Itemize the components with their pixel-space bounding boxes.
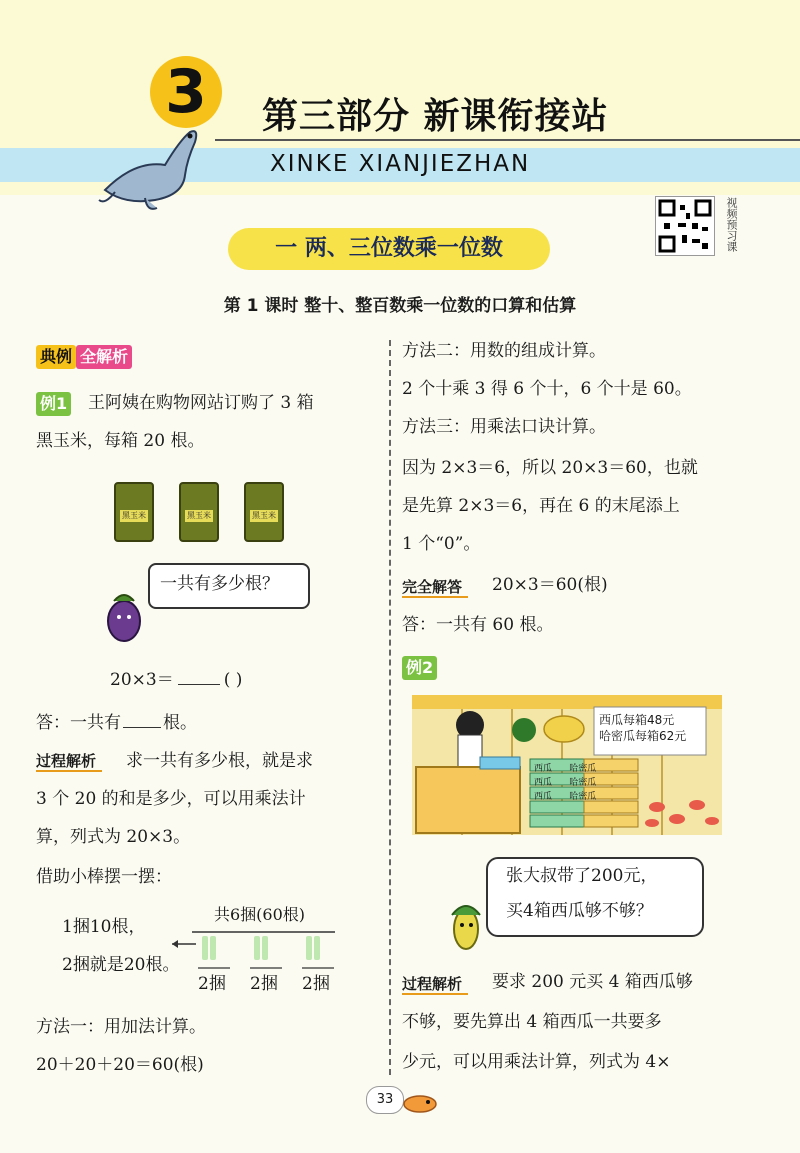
corn-bag: 黑玉米 [179,482,219,542]
qr-code[interactable] [655,196,715,256]
unit-title: 一 两、三位数乘一位数 [275,236,503,261]
eq1: 20×3＝ ( ) [110,661,242,699]
example2-badge-wrap [402,656,437,680]
full-answer-tag: 完全解答 [402,576,468,597]
full-ans: 答：一共有 60 根。 [402,615,554,635]
bundle-group-label: 2捆 [302,974,330,994]
section-badge [36,345,132,369]
box-labels: 西瓜 哈密瓜 西瓜 哈密瓜 西瓜 哈密瓜 [534,764,597,802]
method1: 方法一：用加法计算。 [36,1017,206,1037]
column-divider [389,340,391,1075]
qr-caption: 视频预习课 [725,197,738,252]
sticks-intro: 借助小棒摆一摆： [36,867,172,887]
fish-icon [400,1092,442,1116]
bundle-line1: 1捆10根， [62,917,146,937]
proc-right-line3: 少元，可以用乘法计算，列式为 4× [402,1052,671,1072]
lesson-subtitle: 第 1 课时 整十、整百数乘一位数的口算和估算 [223,296,577,316]
price-line1: 西瓜每箱48元 [599,713,675,727]
process-tag-left: 过程解析 [36,750,102,771]
proc-right-line2: 不够，要先算出 4 箱西瓜一共要多 [402,1012,662,1032]
method3-line3: 1 个“0”。 [402,534,481,554]
price-line2: 哈密瓜每箱62元 [599,729,687,743]
page-number: 33 [366,1086,404,1114]
corn-bag: 黑玉米 [114,482,154,542]
bundle-group-label: 2捆 [198,974,226,994]
proc-left-line2: 3 个 20 的和是多少，可以用乘法计 [36,789,306,809]
eggplant-mascot-illustration [100,585,146,645]
answer-blank[interactable] [178,666,220,685]
process-tag-right: 过程解析 [402,973,468,994]
part-number-badge: 3 [150,56,222,128]
bundle-total: 共6捆(60根) [214,905,306,924]
ans1: 答：一共有 根。 [36,704,197,742]
method2-line: 2 个十乘 3 得 6 个十，6 个十是 60。 [402,379,692,399]
bubble1-text: 一共有多少根？ [160,574,279,594]
example2-badge: 例2 [402,656,437,680]
section-badge-a: 典例 [36,345,76,369]
method3-line1: 因为 2×3＝6，所以 20×3＝60，也就 [402,458,698,478]
bubble2-line2: 买4箱西瓜够不够？ [506,901,653,921]
bundle-line2: 2捆就是20根。 [62,955,180,975]
full-eq: 20×3＝60(根) [492,575,608,595]
ex1-line2: 黑玉米，每箱 20 根。 [36,431,205,451]
part-title: 第三部分 新课衔接站 [262,96,609,137]
proc-right-line1: 要求 200 元买 4 箱西瓜够 [492,972,693,992]
corn-bag: 黑玉米 [244,482,284,542]
proc-left-line3: 算，列式为 20×3。 [36,827,191,847]
price-sign [599,712,686,744]
section-badge-b: 全解析 [76,345,132,369]
bubble2-line1: 张大叔带了200元， [506,866,658,886]
example1-badge: 例1 [36,392,71,416]
ex1-line1: 王阿姨在购物网站订购了 3 箱 [88,393,314,413]
method3-line2: 是先算 2×3＝6，再在 6 的末尾添上 [402,496,680,516]
bundle-group-label: 2捆 [250,974,278,994]
method2: 方法二：用数的组成计算。 [402,341,606,361]
proc-left-line1: 求一共有多少根，就是求 [126,751,313,771]
header-rule [215,139,800,141]
part-pinyin: XINKE XIANJIEZHAN [270,151,531,177]
seal-mascot-illustration [95,120,205,215]
example1-badge-wrap [36,392,71,416]
method3: 方法三：用乘法口诀计算。 [402,417,606,437]
answer-blank[interactable] [123,709,161,728]
corn-mascot-illustration [444,895,488,953]
method1-eq: 20＋20＋20＝60(根) [36,1055,204,1075]
